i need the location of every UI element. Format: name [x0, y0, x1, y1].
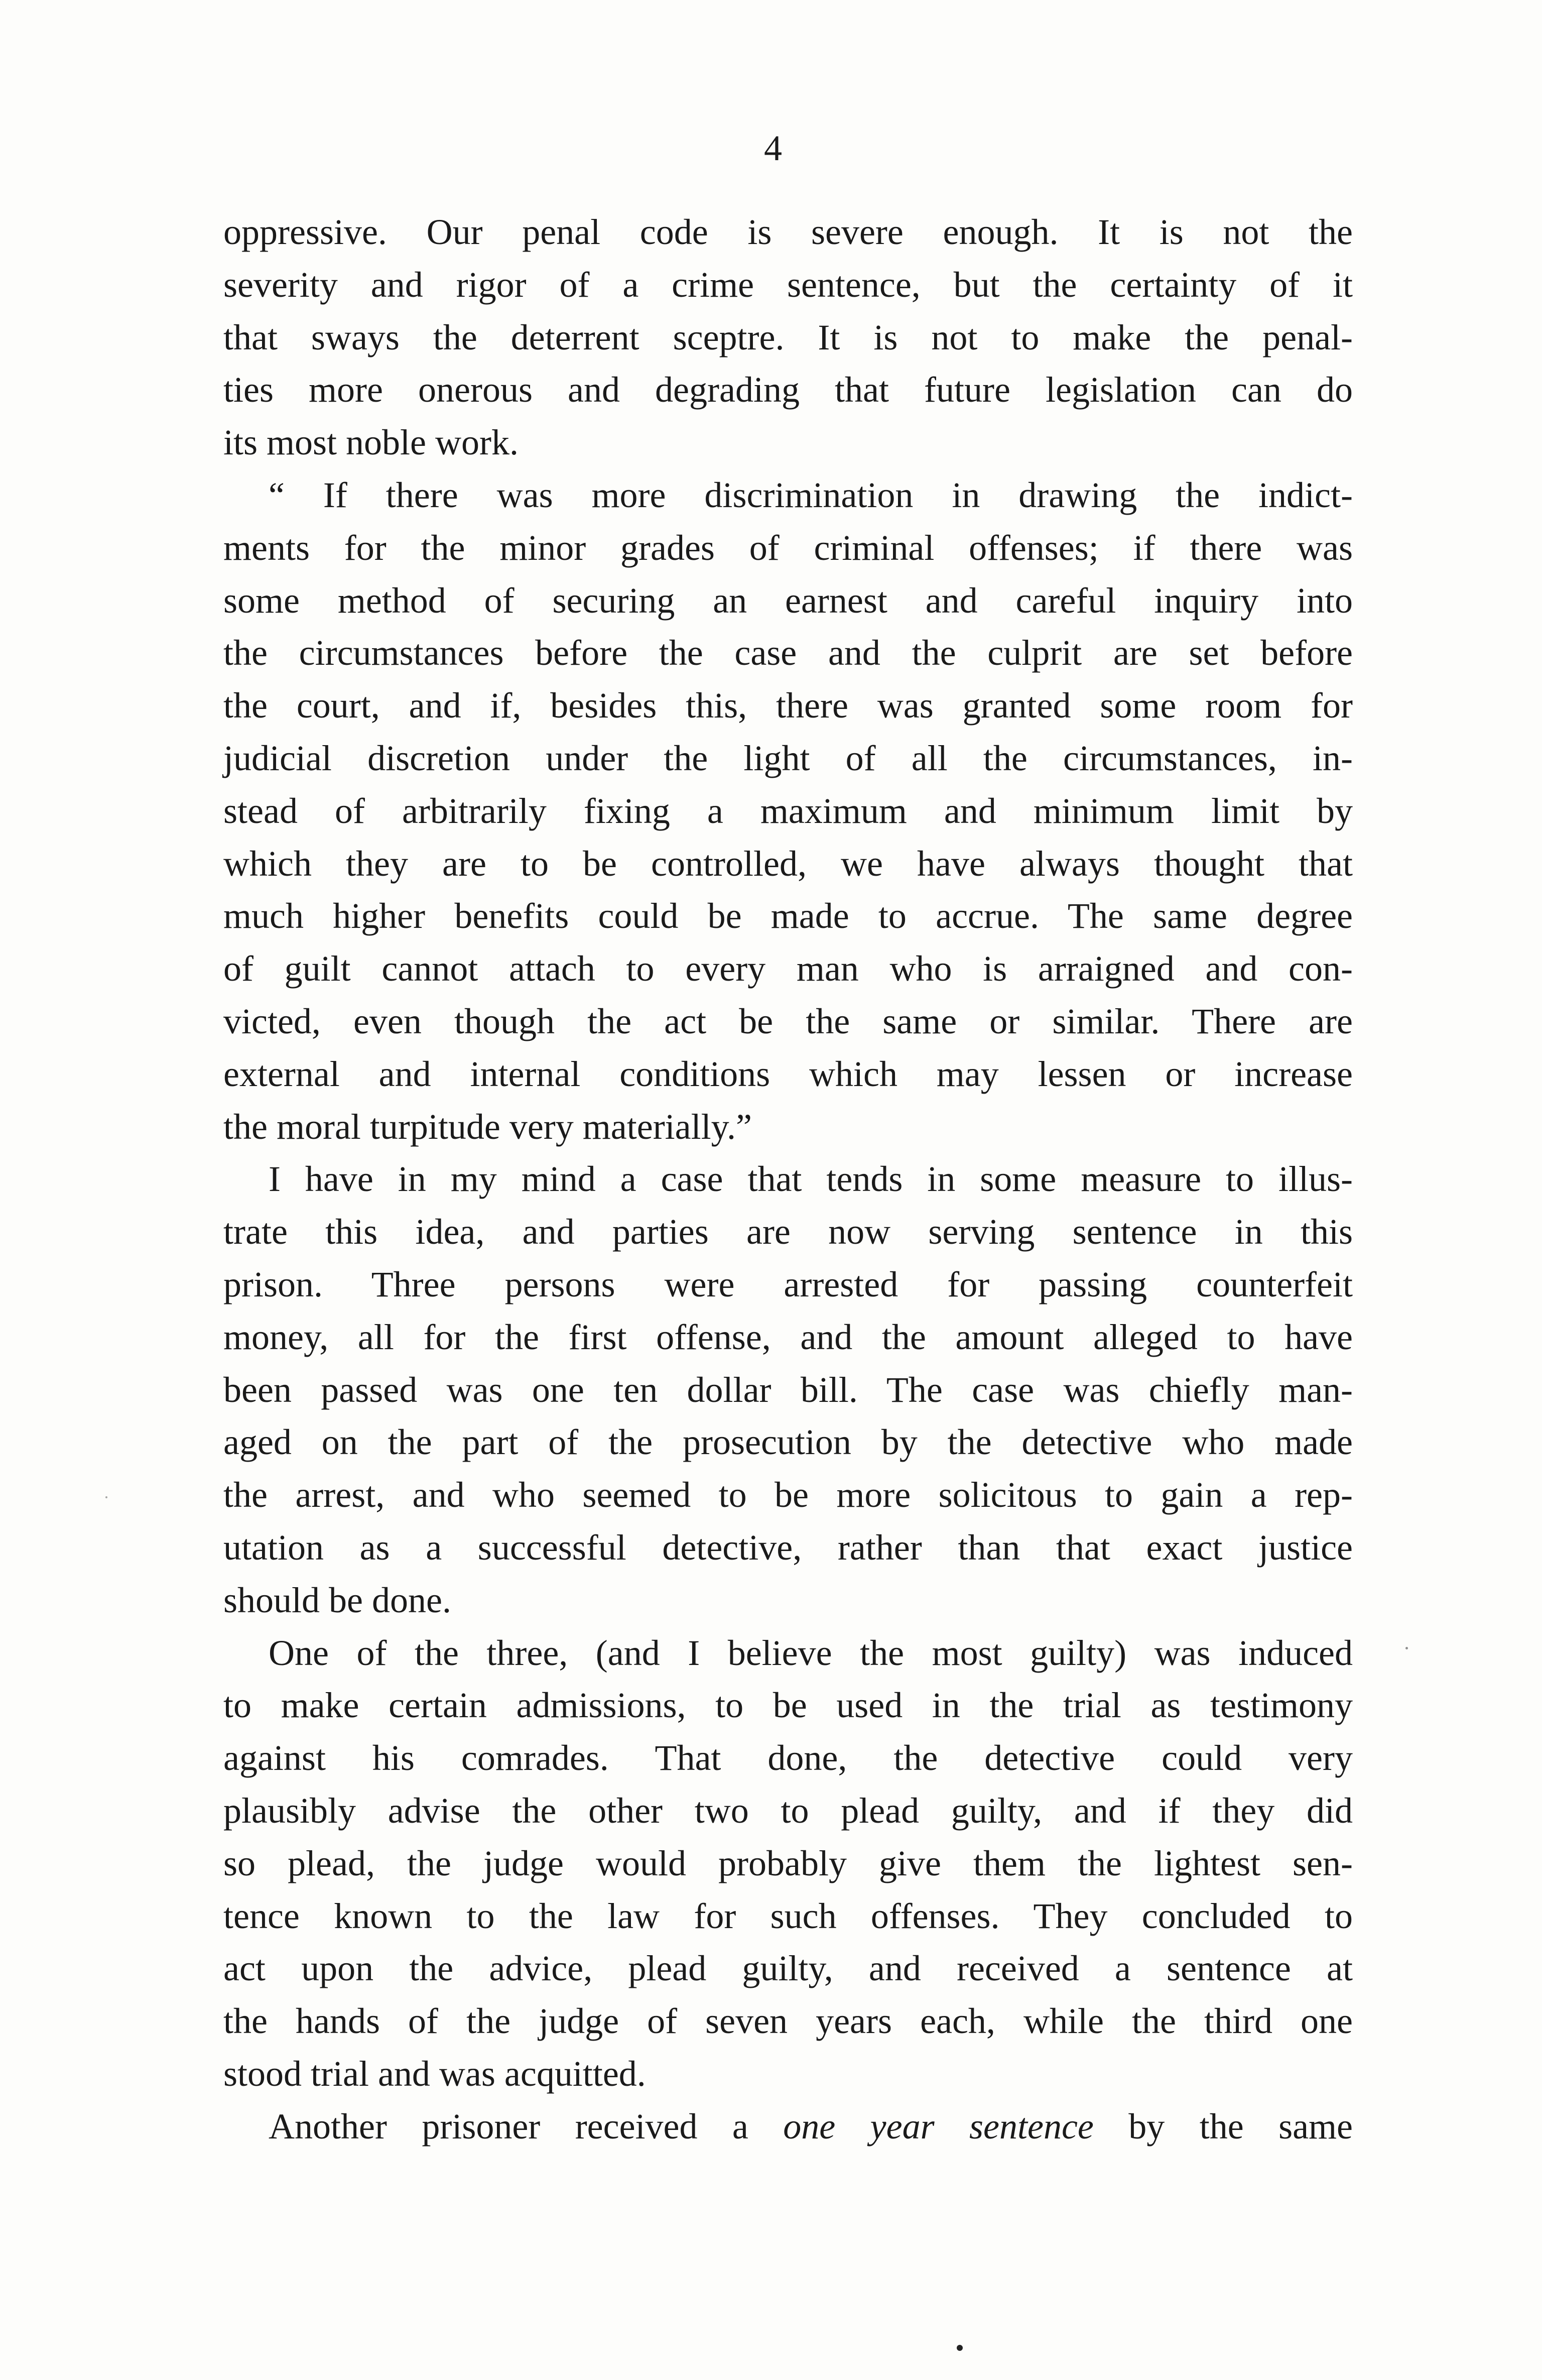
text-line: been passed was one ten dollar bill. The case was chiefly man-: [223, 1369, 1353, 1410]
text-line: ties more onerous and degrading that future legislation can do: [223, 370, 1353, 410]
text-line: that sways the deterrent sceptre. It is not to make the penal-: [223, 317, 1353, 358]
text-line: “ If there was more discrimination in drawing the indict-: [269, 474, 1353, 515]
text-line: oppressive. Our penal code is severe enough. It is not the: [223, 212, 1353, 252]
text-line: ments for the minor grades of criminal offenses; if there was: [223, 527, 1353, 568]
text-line: some method of securing an earnest and careful inquiry into: [223, 580, 1353, 621]
page-number: 4: [764, 128, 782, 168]
ink-speck: [1405, 1647, 1408, 1649]
text-line: of guilt cannot attach to every man who is arraigned and con-: [223, 948, 1353, 989]
text-line: tence known to the law for such offenses. They concluded to: [223, 1895, 1353, 1936]
text-line: stead of arbitrarily fixing a maximum and minimum limit by: [223, 790, 1353, 831]
text-run: by the same: [1128, 2106, 1353, 2147]
text-line: the moral turpitude very materially.”: [223, 1106, 752, 1147]
text-line: I have in my mind a case that tends in some measure to illus-: [269, 1159, 1353, 1200]
body-text: [223, 206, 1353, 2153]
text-line-partial: [223, 2100, 1353, 2153]
text-line: the circumstances before the case and the culprit are set before: [223, 633, 1353, 673]
text-line: the hands of the judge of seven years each, while the third one: [223, 2001, 1353, 2042]
text-line: utation as a successful detective, rather than that exact justice: [223, 1527, 1353, 1568]
text-line: money, all for the first offense, and the amount alleged to have: [223, 1317, 1353, 1357]
text-line: its most noble work.: [223, 422, 519, 463]
text-line: external and internal conditions which may lessen or increase: [223, 1053, 1353, 1094]
text-line: prison. Three persons were arrested for passing counterfeit: [223, 1264, 1353, 1304]
text-run: Another prisoner received a: [269, 2106, 748, 2147]
text-line: so plead, the judge would probably give them the lightest sen-: [223, 1843, 1353, 1883]
text-line: act upon the advice, plead guilty, and received a sentence at: [223, 1948, 1353, 1989]
text-line: against his comrades. That done, the detective could very: [223, 1738, 1353, 1778]
text-line: severity and rigor of a crime sentence, but the certainty of it: [223, 264, 1353, 305]
text-line: much higher benefits could be made to accrue. The same degree: [223, 896, 1353, 936]
text-line: to make certain admissions, to be used in the trial as testimony: [223, 1685, 1353, 1726]
ink-speck: [957, 2345, 963, 2351]
text-line: trate this idea, and parties are now serving sentence in this: [223, 1212, 1353, 1252]
text-line: plausibly advise the other two to plead guilty, and if they did: [223, 1790, 1353, 1831]
italic-phrase: one year sentence: [783, 2106, 1094, 2147]
text-line: judicial discretion under the light of all the circumstances, in-: [223, 738, 1353, 778]
text-line: should be done.: [223, 1580, 451, 1620]
text-line: victed, even though the act be the same or similar. There are: [223, 1001, 1353, 1041]
text-line: the arrest, and who seemed to be more solicitous to gain a rep-: [223, 1475, 1353, 1515]
ink-speck: [105, 1496, 107, 1498]
text-line: which they are to be controlled, we have always thought that: [223, 843, 1353, 884]
text-line: stood trial and was acquitted.: [223, 2053, 646, 2094]
text-line: the court, and if, besides this, there was granted some room for: [223, 685, 1353, 726]
text-line: One of the three, (and I believe the most guilty) was induced: [269, 1632, 1353, 1673]
text-line: aged on the part of the prosecution by the detective who made: [223, 1422, 1353, 1463]
